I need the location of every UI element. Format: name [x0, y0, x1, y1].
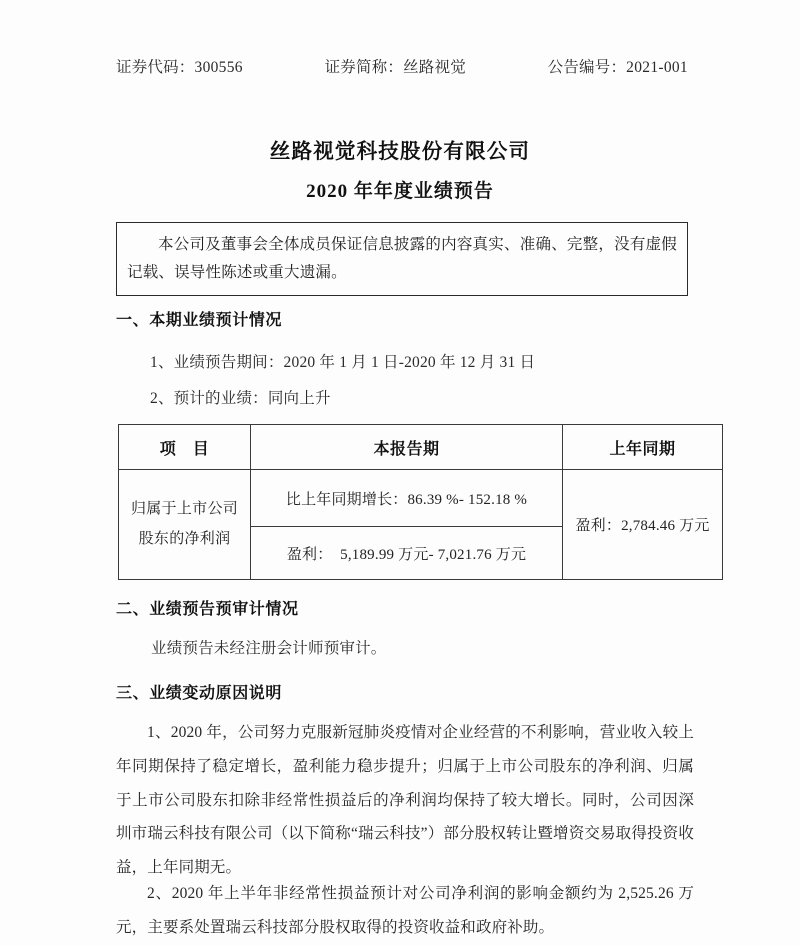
table-cell-current-profit: 盈利： 5,189.99 万元- 7,021.76 万元	[251, 527, 563, 580]
page-title: 丝路视觉科技股份有限公司	[269, 141, 531, 163]
table-body	[119, 470, 723, 580]
table-header	[119, 425, 723, 470]
table-header-item: 项 目	[119, 425, 251, 470]
reason-paragraph-2: 2、2020 年上半年非经常性损益预计对公司净利润的影响金额约为 2,525.26 万元，主要系处置瑞云科技部分股权取得的投资收益和政府补助。	[116, 885, 694, 936]
page-subtitle: 2020 年年度业绩预告	[306, 181, 494, 202]
announcement-number-label: 公告编号：	[547, 59, 627, 76]
security-code-value: 300556	[194, 59, 243, 76]
table-header-current-period: 本报告期	[251, 425, 563, 470]
security-code-label: 证券代码：	[116, 59, 195, 76]
table-row	[119, 470, 723, 527]
item-label-line-1: 归属于上市公司	[130, 501, 239, 518]
announcement-number-value: 2021-001	[626, 59, 688, 76]
table-cell-growth-rate: 比上年同期增长：86.39 %- 152.18 %	[251, 470, 563, 527]
table-header-previous-period: 上年同期	[563, 425, 723, 470]
expected-performance-item: 2、预计的业绩：同向上升	[150, 390, 331, 407]
audit-status-text: 业绩预告未经注册会计师预审计。	[151, 640, 387, 657]
item-label-line-2: 股东的净利润	[138, 530, 231, 547]
table-cell-item-label	[119, 470, 251, 580]
section-heading-one: 一、本期业绩预计情况	[116, 312, 283, 329]
section-heading-three: 三、业绩变动原因说明	[116, 685, 283, 702]
security-name	[325, 55, 466, 77]
security-name-label: 证券简称：	[324, 59, 404, 76]
announcement-number	[548, 55, 688, 77]
disclaimer-box: 本公司及董事会全体成员保证信息披露的内容真实、准确、完整，没有虚假记载、误导性陈述或重大遗漏。	[116, 222, 688, 296]
performance-table	[118, 424, 723, 580]
security-name-value: 丝路视觉	[403, 59, 466, 76]
section-heading-two: 二、业绩预告预审计情况	[116, 601, 299, 618]
security-code	[116, 55, 243, 77]
document-header-line	[116, 55, 688, 77]
table-header-row	[119, 425, 723, 470]
table-cell-previous-profit: 盈利：2,784.46 万元	[563, 470, 723, 580]
forecast-period-item: 1、业绩预告期间：2020 年 1 月 1 日-2020 年 12 月 31 日	[150, 354, 536, 371]
reason-paragraph-1: 1、2020 年，公司努力克服新冠肺炎疫情对企业经营的不利影响，营业收入较上年同期保持了稳定增长，盈利能力稳步提升；归属于上市公司股东的净利润、归属于上市公司股东扣除非经常性损益后的净利润均保持了较大增长。同时，公司因深圳市瑞云科技有限公司（以下简称“瑞云科技”）部分股权转让暨增资交易取得投资收益，上年同期无。	[116, 724, 694, 877]
